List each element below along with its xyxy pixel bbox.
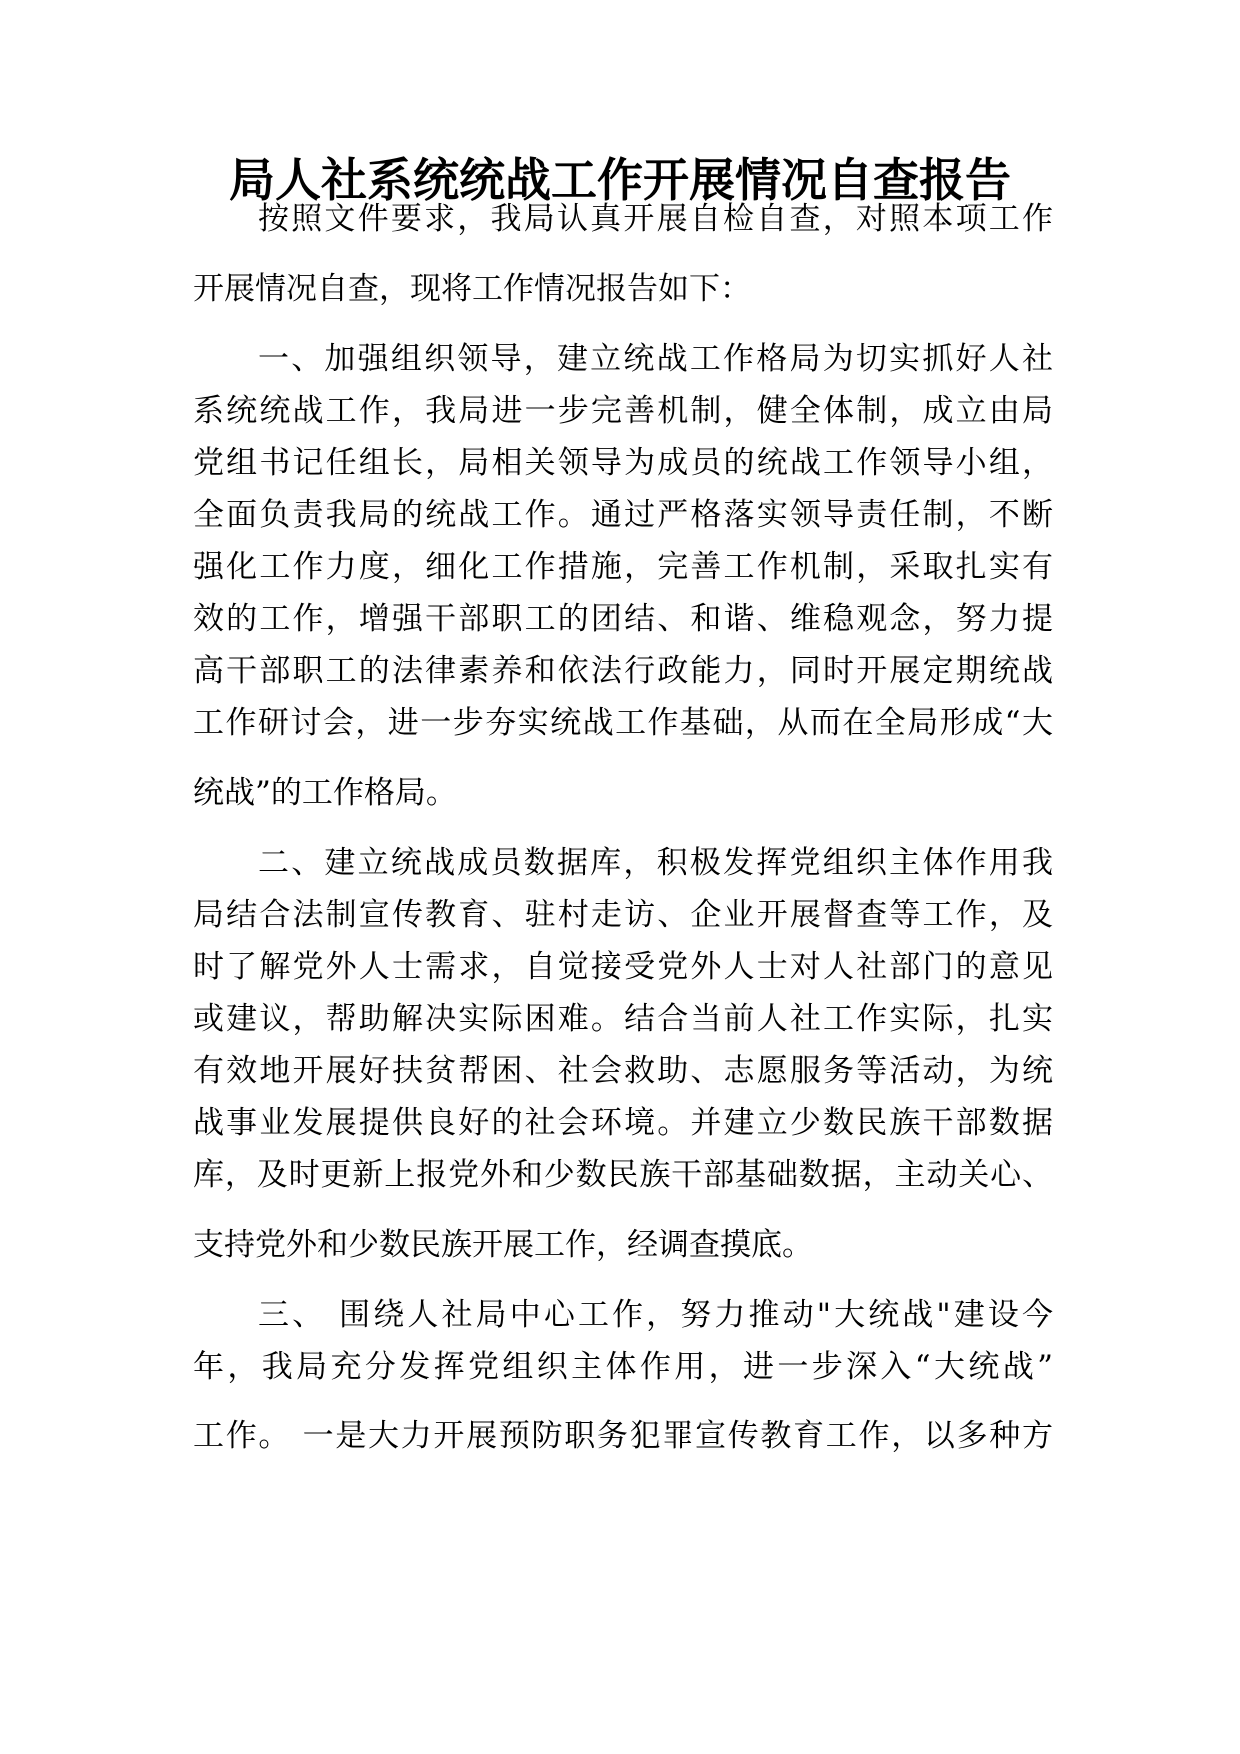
body-line: 工作。 一是大力开展预防职务犯罪宣传教育工作，以多种方	[193, 1418, 1053, 1454]
body-line: 支持党外和少数民族开展工作，经调查摸底。	[193, 1227, 813, 1263]
body-line: 党组书记任组长，局相关领导为成员的统战工作领导小组，	[193, 445, 1053, 481]
body-line: 三、 围绕人社局中心工作，努力推动"大统战"建设今	[258, 1297, 1053, 1333]
body-line: 一、加强组织领导，建立统战工作格局为切实抓好人社	[258, 341, 1053, 377]
body-line: 开展情况自查，现将工作情况报告如下：	[193, 271, 751, 307]
body-line: 或建议，帮助解决实际困难。结合当前人社工作实际，扎实	[193, 1001, 1053, 1037]
body-line: 高干部职工的法律素养和依法行政能力，同时开展定期统战	[193, 653, 1053, 689]
body-line: 强化工作力度，细化工作措施，完善工作机制，采取扎实有	[193, 549, 1053, 585]
body-line: 按照文件要求，我局认真开展自检自查，对照本项工作	[258, 201, 1053, 237]
body-line: 统战”的工作格局。	[193, 775, 457, 811]
body-line: 局结合法制宣传教育、驻村走访、企业开展督查等工作，及	[193, 897, 1053, 933]
body-line: 库，及时更新上报党外和少数民族干部基础数据，主动关心、	[193, 1157, 1053, 1193]
body-line: 工作研讨会，进一步夯实统战工作基础，从而在全局形成“大	[193, 705, 1053, 741]
body-line: 年，我局充分发挥党组织主体作用，进一步深入“大统战”	[193, 1349, 1053, 1385]
body-line: 全面负责我局的统战工作。通过严格落实领导责任制，不断	[193, 497, 1053, 533]
body-line: 有效地开展好扶贫帮困、社会救助、志愿服务等活动，为统	[193, 1053, 1053, 1089]
body-line: 战事业发展提供良好的社会环境。并建立少数民族干部数据	[193, 1105, 1053, 1141]
document-title: 局人社系统统战工作开展情况自查报告	[229, 153, 1011, 207]
body-line: 系统统战工作，我局进一步完善机制，健全体制，成立由局	[193, 393, 1053, 429]
body-line: 二、建立统战成员数据库，积极发挥党组织主体作用我	[258, 845, 1053, 881]
body-line: 时了解党外人士需求，自觉接受党外人士对人社部门的意见	[193, 949, 1053, 985]
body-line: 效的工作，增强干部职工的团结、和谐、维稳观念，努力提	[193, 601, 1053, 637]
